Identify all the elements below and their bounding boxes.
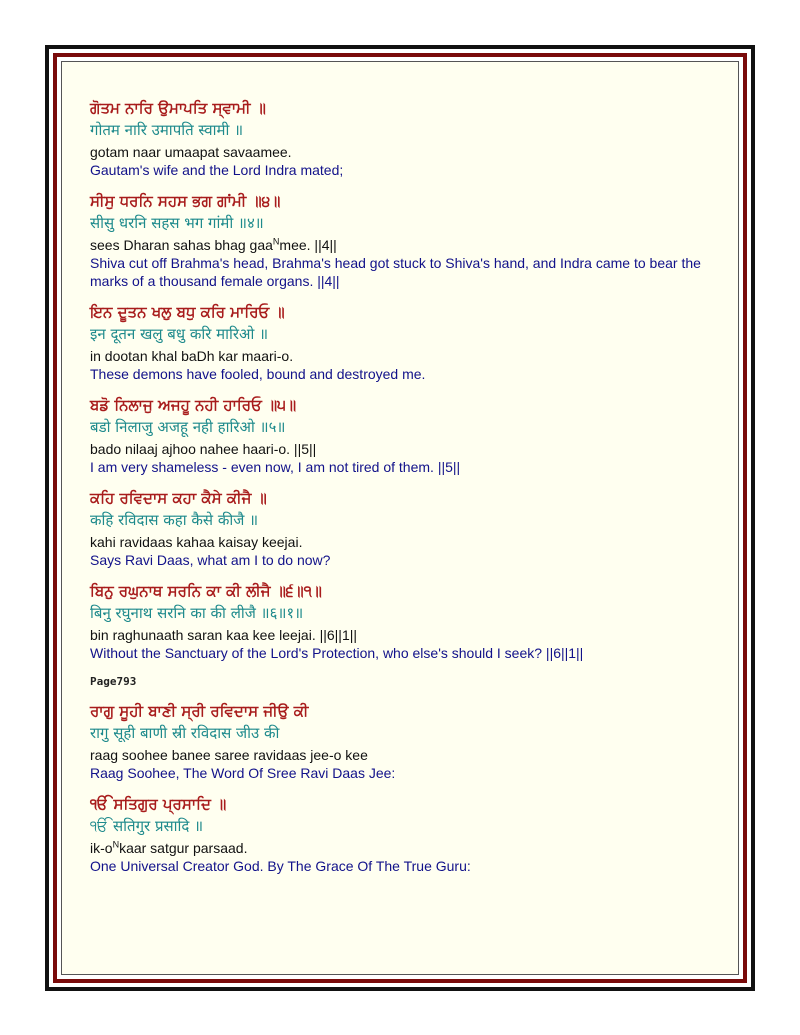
- gurmukhi-line: ਗੋਤਮ ਨਾਰਿ ਉਮਾਪਤਿ ਸ੍ਵਾਮੀ ॥: [90, 99, 266, 117]
- translation-line: Shiva cut off Brahma's head, Brahma's head got stuck to Shiva's hand, and Indra came to bear the marks of a thousand female organs. ||4||: [90, 255, 701, 289]
- translation-line: I am very shameless - even now, I am not tired of them. ||5||: [90, 459, 461, 475]
- page-border-red: [53, 53, 747, 983]
- translation-line: One Universal Creator God. By The Grace Of The True Guru:: [90, 858, 471, 874]
- verse-block: [90, 192, 710, 290]
- page-number-label: Page793: [90, 675, 137, 688]
- transliteration-line: in dootan khal baDh kar maari-o.: [90, 348, 294, 364]
- gurmukhi-line: ਕਹਿ ਰਵਿਦਾਸ ਕਹਾ ਕੈਸੇ ਕੀਜੈ ॥: [90, 489, 267, 507]
- transliteration-line: raag soohee banee saree ravidaas jee-o kee: [90, 747, 368, 763]
- gurmukhi-line: ੴ ਸਤਿਗੁਰ ਪ੍ਰਸਾਦਿ ॥: [90, 795, 227, 813]
- transliteration-line: gotam naar umaapat savaamee.: [90, 144, 292, 160]
- devanagari-line: इन दूतन खलु बधु करि मारिओ ॥: [90, 325, 269, 343]
- verse-block: [90, 702, 710, 782]
- transliteration-line: kahi ravidaas kahaa kaisay keejai.: [90, 534, 303, 550]
- devanagari-line: बडो निलाजु अजहू नही हारिओ ॥५॥: [90, 418, 286, 436]
- gurmukhi-line: ਬਡੋ ਨਿਲਾਜੁ ਅਜਹੂ ਨਹੀ ਹਾਰਿਓ ॥੫॥: [90, 396, 297, 414]
- gurmukhi-line: ਬਿਨੁ ਰਘੁਨਾਥ ਸਰਨਿ ਕਾ ਕੀ ਲੀਜੈ ॥੬॥੧॥: [90, 582, 322, 600]
- page-background: [61, 61, 739, 975]
- devanagari-line: रागु सूही बाणी स्री रविदास जीउ की: [90, 724, 280, 742]
- verse-block: [90, 582, 710, 662]
- devanagari-line: सीसु धरनि सहस भग गांमी ॥४॥: [90, 214, 264, 232]
- gurmukhi-line: ਸੀਸੁ ਧਰਨਿ ਸਹਸ ਭਗ ਗਾਂਮੀ ॥੪॥: [90, 192, 281, 210]
- transliteration-line: $ik-o^Nkaar$ satgur parsaad.: [90, 839, 248, 856]
- devanagari-line: बिनु रघुनाथ सरनि का की लीजै ॥६॥१॥: [90, 604, 304, 622]
- verse-block: [90, 99, 710, 179]
- translation-line: Without the Sanctuary of the Lord's Protection, who else's should I seek? ||6||1||: [90, 645, 584, 661]
- verse-block: [90, 303, 710, 383]
- translation-line: These demons have fooled, bound and destroyed me.: [90, 366, 426, 382]
- gurmukhi-line: ਰਾਗੁ ਸੂਹੀ ਬਾਣੀ ਸ੍ਰੀ ਰਵਿਦਾਸ ਜੀਉ ਕੀ: [90, 702, 309, 720]
- verse-block: [90, 396, 710, 476]
- transliteration-line: bin raghunaath saran kaa kee leejai. ||6||1||: [90, 627, 357, 643]
- translation-line: Gautam's wife and the Lord Indra mated;: [90, 162, 344, 178]
- devanagari-line: गोतम नारि उमापति स्वामी ॥: [90, 121, 244, 139]
- devanagari-line: ੴ सतिगुर प्रसादि ॥: [90, 817, 204, 835]
- devanagari-line: कहि रविदास कहा कैसे कीजै ॥: [90, 511, 259, 529]
- verse-block: [90, 795, 710, 875]
- transliteration-line: sees Dharan sahas bhag gaa$^N$mee. ||4||: [90, 236, 337, 253]
- translation-line: Raag Soohee, The Word Of Sree Ravi Daas Jee:: [90, 765, 396, 781]
- shabad-content: [90, 99, 710, 888]
- page-border-outer: [45, 45, 755, 991]
- verse-block: [90, 489, 710, 569]
- gurmukhi-line: ਇਨ ਦੂਤਨ ਖਲੁ ਬਧੁ ਕਰਿ ਮਾਰਿਓ ॥: [90, 303, 285, 321]
- transliteration-line: bado nilaaj ajhoo nahee haari-o. ||5||: [90, 441, 317, 457]
- translation-line: Says Ravi Daas, what am I to do now?: [90, 552, 331, 568]
